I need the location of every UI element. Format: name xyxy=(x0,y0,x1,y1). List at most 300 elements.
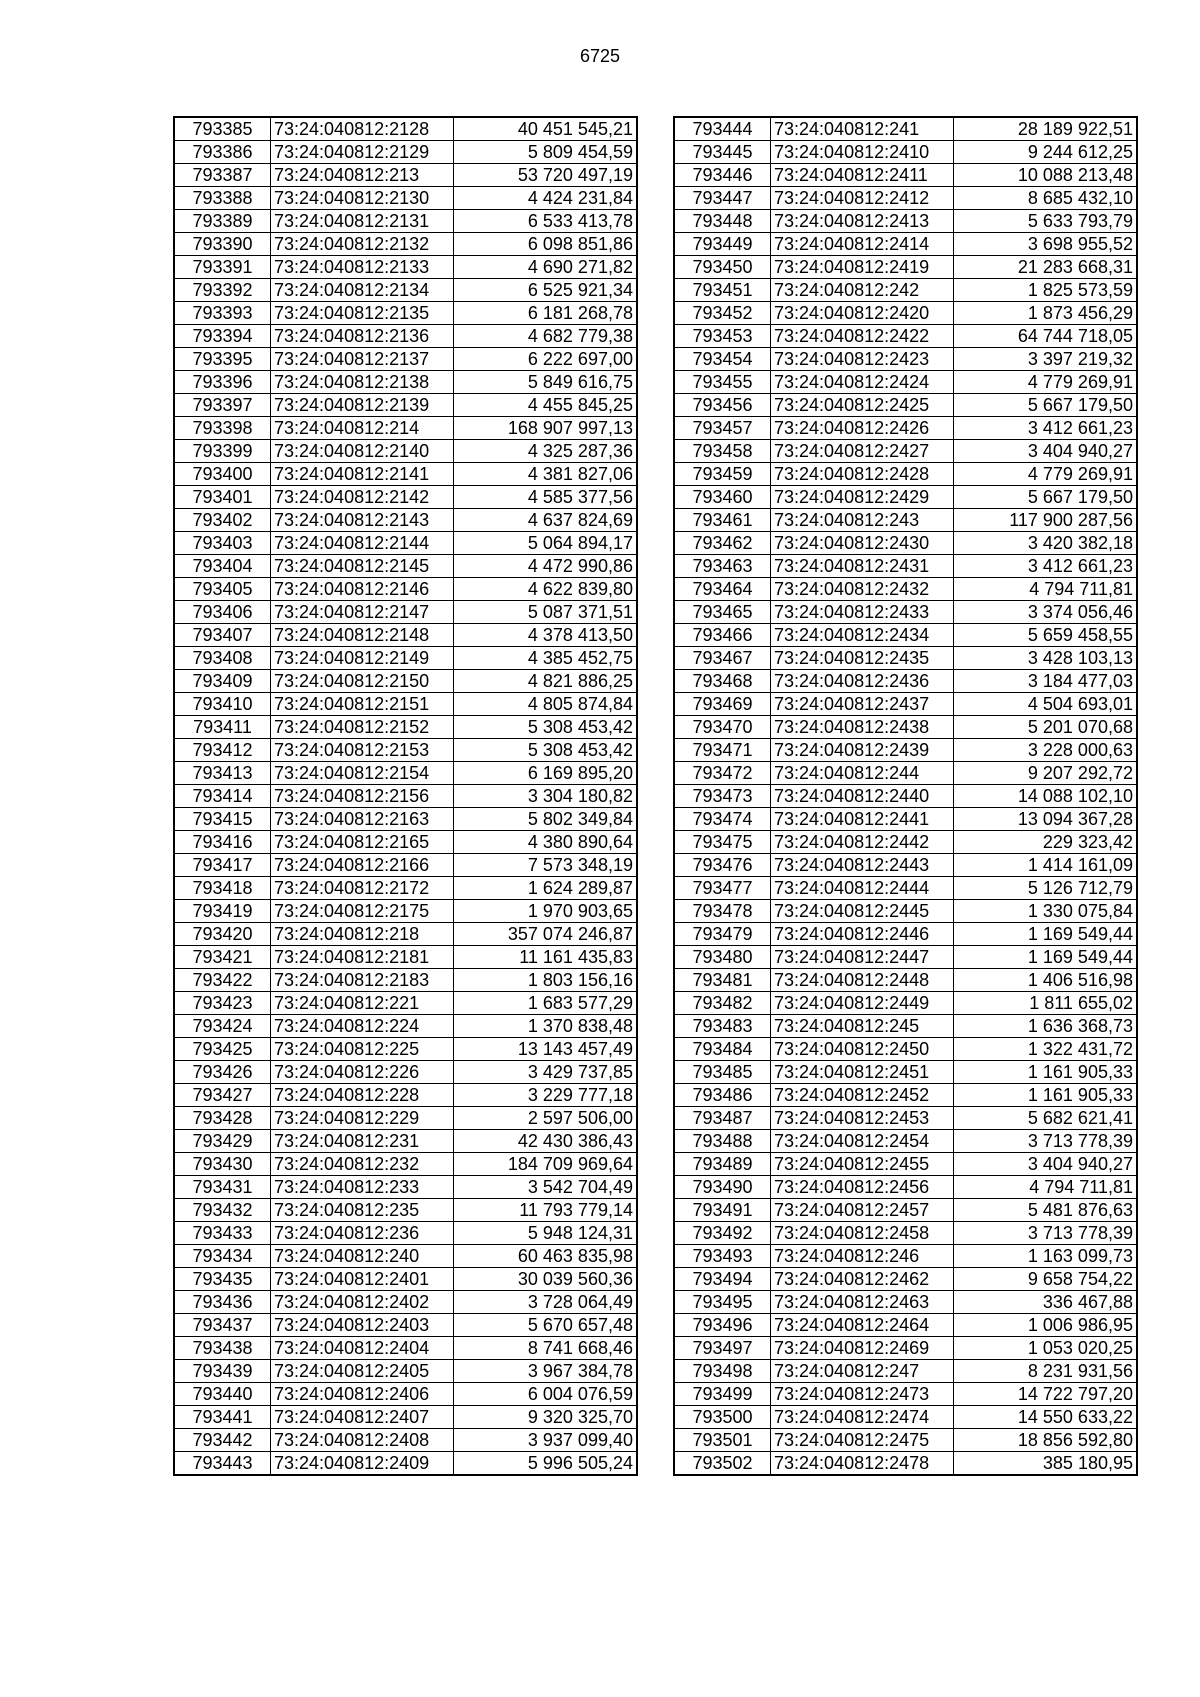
cadastral-number-cell: 73:24:040812:2412 xyxy=(771,187,954,210)
cadastral-number-cell: 73:24:040812:224 xyxy=(271,1015,454,1038)
cadastral-number-cell: 73:24:040812:2474 xyxy=(771,1406,954,1429)
value-cell: 2 597 506,00 xyxy=(454,1107,638,1130)
row-number-cell: 793435 xyxy=(174,1268,271,1291)
value-cell: 3 429 737,85 xyxy=(454,1061,638,1084)
row-number-cell: 793480 xyxy=(674,946,771,969)
cadastral-number-cell: 73:24:040812:2419 xyxy=(771,256,954,279)
value-cell: 5 849 616,75 xyxy=(454,371,638,394)
row-number-cell: 793421 xyxy=(174,946,271,969)
value-cell: 3 228 000,63 xyxy=(954,739,1138,762)
table-row xyxy=(174,1314,637,1337)
table-row xyxy=(674,739,1137,762)
row-number-cell: 793497 xyxy=(674,1337,771,1360)
row-number-cell: 793407 xyxy=(174,624,271,647)
value-cell: 8 685 432,10 xyxy=(954,187,1138,210)
table-row xyxy=(174,440,637,463)
cadastral-number-cell: 73:24:040812:2409 xyxy=(271,1452,454,1476)
row-number-cell: 793448 xyxy=(674,210,771,233)
table-row xyxy=(674,946,1137,969)
cadastral-number-cell: 73:24:040812:2139 xyxy=(271,394,454,417)
value-cell: 1 330 075,84 xyxy=(954,900,1138,923)
cadastral-number-cell: 73:24:040812:2435 xyxy=(771,647,954,670)
table-row xyxy=(674,808,1137,831)
value-cell: 28 189 922,51 xyxy=(954,117,1138,141)
row-number-cell: 793403 xyxy=(174,532,271,555)
table-row xyxy=(674,1153,1137,1176)
value-cell: 357 074 246,87 xyxy=(454,923,638,946)
table-row xyxy=(174,670,637,693)
table-row xyxy=(674,187,1137,210)
cadastral-number-cell: 73:24:040812:2475 xyxy=(771,1429,954,1452)
cadastral-number-cell: 73:24:040812:2165 xyxy=(271,831,454,854)
cadastral-number-cell: 73:24:040812:2140 xyxy=(271,440,454,463)
row-number-cell: 793409 xyxy=(174,670,271,693)
value-cell: 6 533 413,78 xyxy=(454,210,638,233)
cadastral-number-cell: 73:24:040812:240 xyxy=(271,1245,454,1268)
row-number-cell: 793434 xyxy=(174,1245,271,1268)
value-cell: 4 385 452,75 xyxy=(454,647,638,670)
value-cell: 21 283 668,31 xyxy=(954,256,1138,279)
table-row xyxy=(174,394,637,417)
cadastral-number-cell: 73:24:040812:2458 xyxy=(771,1222,954,1245)
row-number-cell: 793411 xyxy=(174,716,271,739)
cadastral-number-cell: 73:24:040812:2457 xyxy=(771,1199,954,1222)
cadastral-number-cell: 73:24:040812:242 xyxy=(771,279,954,302)
table-row xyxy=(174,279,637,302)
cadastral-number-cell: 73:24:040812:241 xyxy=(771,117,954,141)
value-cell: 5 087 371,51 xyxy=(454,601,638,624)
value-cell: 5 667 179,50 xyxy=(954,394,1138,417)
table-row xyxy=(674,1107,1137,1130)
cadastral-number-cell: 73:24:040812:2181 xyxy=(271,946,454,969)
value-cell: 1 636 368,73 xyxy=(954,1015,1138,1038)
cadastral-number-cell: 73:24:040812:246 xyxy=(771,1245,954,1268)
cadastral-number-cell: 73:24:040812:2426 xyxy=(771,417,954,440)
cadastral-number-cell: 73:24:040812:2433 xyxy=(771,601,954,624)
cadastral-number-cell: 73:24:040812:2414 xyxy=(771,233,954,256)
cadastral-number-cell: 73:24:040812:2411 xyxy=(771,164,954,187)
row-number-cell: 793436 xyxy=(174,1291,271,1314)
cadastral-number-cell: 73:24:040812:236 xyxy=(271,1222,454,1245)
row-number-cell: 793386 xyxy=(174,141,271,164)
cadastral-number-cell: 73:24:040812:2135 xyxy=(271,302,454,325)
table-row xyxy=(174,164,637,187)
value-cell: 4 455 845,25 xyxy=(454,394,638,417)
row-number-cell: 793385 xyxy=(174,117,271,141)
value-cell: 5 633 793,79 xyxy=(954,210,1138,233)
cadastral-number-cell: 73:24:040812:2447 xyxy=(771,946,954,969)
row-number-cell: 793387 xyxy=(174,164,271,187)
table-row xyxy=(174,1291,637,1314)
row-number-cell: 793395 xyxy=(174,348,271,371)
value-cell: 3 698 955,52 xyxy=(954,233,1138,256)
value-cell: 5 670 657,48 xyxy=(454,1314,638,1337)
table-row xyxy=(674,1015,1137,1038)
cadastral-number-cell: 73:24:040812:2147 xyxy=(271,601,454,624)
cadastral-number-cell: 73:24:040812:221 xyxy=(271,992,454,1015)
value-cell: 1 161 905,33 xyxy=(954,1061,1138,1084)
value-cell: 1 161 905,33 xyxy=(954,1084,1138,1107)
value-cell: 9 658 754,22 xyxy=(954,1268,1138,1291)
table-row xyxy=(674,762,1137,785)
row-number-cell: 793415 xyxy=(174,808,271,831)
row-number-cell: 793396 xyxy=(174,371,271,394)
value-cell: 4 794 711,81 xyxy=(954,1176,1138,1199)
row-number-cell: 793431 xyxy=(174,1176,271,1199)
cadastral-number-cell: 73:24:040812:2423 xyxy=(771,348,954,371)
table-row xyxy=(174,854,637,877)
cadastral-number-cell: 73:24:040812:2440 xyxy=(771,785,954,808)
row-number-cell: 793414 xyxy=(174,785,271,808)
table-row xyxy=(674,141,1137,164)
table-row xyxy=(674,1429,1137,1452)
row-number-cell: 793424 xyxy=(174,1015,271,1038)
value-cell: 11 793 779,14 xyxy=(454,1199,638,1222)
row-number-cell: 793465 xyxy=(674,601,771,624)
cadastral-number-cell: 73:24:040812:2443 xyxy=(771,854,954,877)
row-number-cell: 793496 xyxy=(674,1314,771,1337)
value-cell: 4 779 269,91 xyxy=(954,371,1138,394)
table-row xyxy=(174,1337,637,1360)
row-number-cell: 793408 xyxy=(174,647,271,670)
value-cell: 117 900 287,56 xyxy=(954,509,1138,532)
value-cell: 5 064 894,17 xyxy=(454,532,638,555)
value-cell: 3 229 777,18 xyxy=(454,1084,638,1107)
value-cell: 3 967 384,78 xyxy=(454,1360,638,1383)
table-row xyxy=(174,785,637,808)
table-row xyxy=(174,1245,637,1268)
cadastral-number-cell: 73:24:040812:2129 xyxy=(271,141,454,164)
row-number-cell: 793416 xyxy=(174,831,271,854)
value-cell: 5 481 876,63 xyxy=(954,1199,1138,1222)
value-cell: 4 682 779,38 xyxy=(454,325,638,348)
value-cell: 5 809 454,59 xyxy=(454,141,638,164)
row-number-cell: 793472 xyxy=(674,762,771,785)
row-number-cell: 793495 xyxy=(674,1291,771,1314)
value-cell: 3 728 064,49 xyxy=(454,1291,638,1314)
table-row xyxy=(174,1015,637,1038)
table-row xyxy=(174,348,637,371)
cadastral-number-cell: 73:24:040812:232 xyxy=(271,1153,454,1176)
table-row xyxy=(174,532,637,555)
value-cell: 5 308 453,42 xyxy=(454,739,638,762)
cadastral-number-cell: 73:24:040812:2450 xyxy=(771,1038,954,1061)
table-row xyxy=(174,117,637,141)
value-cell: 8 231 931,56 xyxy=(954,1360,1138,1383)
row-number-cell: 793400 xyxy=(174,463,271,486)
row-number-cell: 793487 xyxy=(674,1107,771,1130)
row-number-cell: 793393 xyxy=(174,302,271,325)
value-cell: 1 803 156,16 xyxy=(454,969,638,992)
row-number-cell: 793491 xyxy=(674,1199,771,1222)
row-number-cell: 793473 xyxy=(674,785,771,808)
value-cell: 5 948 124,31 xyxy=(454,1222,638,1245)
table-row xyxy=(674,1337,1137,1360)
row-number-cell: 793478 xyxy=(674,900,771,923)
table-row xyxy=(674,463,1137,486)
row-number-cell: 793488 xyxy=(674,1130,771,1153)
table-row xyxy=(174,693,637,716)
value-cell: 4 821 886,25 xyxy=(454,670,638,693)
table-row xyxy=(174,1130,637,1153)
value-cell: 14 550 633,22 xyxy=(954,1406,1138,1429)
cadastral-number-cell: 73:24:040812:2428 xyxy=(771,463,954,486)
value-cell: 1 406 516,98 xyxy=(954,969,1138,992)
value-cell: 168 907 997,13 xyxy=(454,417,638,440)
cadastral-number-cell: 73:24:040812:229 xyxy=(271,1107,454,1130)
table-row xyxy=(674,486,1137,509)
cadastral-number-cell: 73:24:040812:2452 xyxy=(771,1084,954,1107)
cadastral-number-cell: 73:24:040812:2407 xyxy=(271,1406,454,1429)
value-cell: 336 467,88 xyxy=(954,1291,1138,1314)
row-number-cell: 793494 xyxy=(674,1268,771,1291)
row-number-cell: 793447 xyxy=(674,187,771,210)
table-row xyxy=(674,1268,1137,1291)
table-row xyxy=(174,969,637,992)
table-row xyxy=(674,877,1137,900)
value-cell: 4 325 287,36 xyxy=(454,440,638,463)
row-number-cell: 793443 xyxy=(174,1452,271,1476)
row-number-cell: 793439 xyxy=(174,1360,271,1383)
row-number-cell: 793456 xyxy=(674,394,771,417)
row-number-cell: 793457 xyxy=(674,417,771,440)
table-row xyxy=(674,1222,1137,1245)
table-row xyxy=(674,601,1137,624)
cadastral-number-cell: 73:24:040812:2438 xyxy=(771,716,954,739)
row-number-cell: 793404 xyxy=(174,555,271,578)
value-cell: 5 667 179,50 xyxy=(954,486,1138,509)
row-number-cell: 793427 xyxy=(174,1084,271,1107)
row-number-cell: 793486 xyxy=(674,1084,771,1107)
value-cell: 3 713 778,39 xyxy=(954,1222,1138,1245)
cadastral-number-cell: 73:24:040812:2128 xyxy=(271,117,454,141)
table-row xyxy=(174,1429,637,1452)
value-cell: 5 682 621,41 xyxy=(954,1107,1138,1130)
value-cell: 9 244 612,25 xyxy=(954,141,1138,164)
cadastral-number-cell: 73:24:040812:2150 xyxy=(271,670,454,693)
value-cell: 42 430 386,43 xyxy=(454,1130,638,1153)
row-number-cell: 793475 xyxy=(674,831,771,854)
table-row xyxy=(674,785,1137,808)
row-number-cell: 793417 xyxy=(174,854,271,877)
cadastral-number-cell: 73:24:040812:235 xyxy=(271,1199,454,1222)
table-row xyxy=(674,831,1137,854)
cadastral-number-cell: 73:24:040812:2444 xyxy=(771,877,954,900)
cadastral-number-cell: 73:24:040812:2137 xyxy=(271,348,454,371)
cadastral-number-cell: 73:24:040812:2442 xyxy=(771,831,954,854)
table-row xyxy=(174,1153,637,1176)
value-cell: 4 472 990,86 xyxy=(454,555,638,578)
row-number-cell: 793402 xyxy=(174,509,271,532)
row-number-cell: 793498 xyxy=(674,1360,771,1383)
row-number-cell: 793479 xyxy=(674,923,771,946)
row-number-cell: 793428 xyxy=(174,1107,271,1130)
value-cell: 5 308 453,42 xyxy=(454,716,638,739)
cadastral-number-cell: 73:24:040812:2402 xyxy=(271,1291,454,1314)
value-cell: 4 424 231,84 xyxy=(454,187,638,210)
table-row xyxy=(174,923,637,946)
row-number-cell: 793450 xyxy=(674,256,771,279)
left-table xyxy=(173,116,638,1476)
row-number-cell: 793492 xyxy=(674,1222,771,1245)
row-number-cell: 793449 xyxy=(674,233,771,256)
cadastral-number-cell: 73:24:040812:2469 xyxy=(771,1337,954,1360)
row-number-cell: 793446 xyxy=(674,164,771,187)
table-row xyxy=(174,1268,637,1291)
cadastral-number-cell: 73:24:040812:2175 xyxy=(271,900,454,923)
value-cell: 1 414 161,09 xyxy=(954,854,1138,877)
cadastral-number-cell: 73:24:040812:2432 xyxy=(771,578,954,601)
cadastral-number-cell: 73:24:040812:228 xyxy=(271,1084,454,1107)
value-cell: 1 624 289,87 xyxy=(454,877,638,900)
table-row xyxy=(174,1222,637,1245)
row-number-cell: 793454 xyxy=(674,348,771,371)
right-table xyxy=(673,116,1138,1476)
value-cell: 3 420 382,18 xyxy=(954,532,1138,555)
table-row xyxy=(174,1406,637,1429)
value-cell: 184 709 969,64 xyxy=(454,1153,638,1176)
row-number-cell: 793471 xyxy=(674,739,771,762)
table-row xyxy=(174,1176,637,1199)
value-cell: 9 320 325,70 xyxy=(454,1406,638,1429)
value-cell: 4 585 377,56 xyxy=(454,486,638,509)
table-row xyxy=(174,1360,637,1383)
table-row xyxy=(674,302,1137,325)
cadastral-number-cell: 73:24:040812:2449 xyxy=(771,992,954,1015)
value-cell: 7 573 348,19 xyxy=(454,854,638,877)
row-number-cell: 793389 xyxy=(174,210,271,233)
value-cell: 4 637 824,69 xyxy=(454,509,638,532)
table-row xyxy=(174,762,637,785)
cadastral-number-cell: 73:24:040812:2453 xyxy=(771,1107,954,1130)
row-number-cell: 793398 xyxy=(174,417,271,440)
cadastral-number-cell: 73:24:040812:226 xyxy=(271,1061,454,1084)
table-row xyxy=(174,946,637,969)
value-cell: 11 161 435,83 xyxy=(454,946,638,969)
table-row xyxy=(674,440,1137,463)
table-row xyxy=(674,1130,1137,1153)
table-row xyxy=(674,394,1137,417)
value-cell: 4 380 890,64 xyxy=(454,831,638,854)
cadastral-number-cell: 73:24:040812:2142 xyxy=(271,486,454,509)
value-cell: 5 126 712,79 xyxy=(954,877,1138,900)
row-number-cell: 793476 xyxy=(674,854,771,877)
cadastral-number-cell: 73:24:040812:247 xyxy=(771,1360,954,1383)
table-row xyxy=(174,486,637,509)
table-row xyxy=(674,578,1137,601)
table-row xyxy=(674,647,1137,670)
value-cell: 1 683 577,29 xyxy=(454,992,638,1015)
table-row xyxy=(674,325,1137,348)
value-cell: 4 690 271,82 xyxy=(454,256,638,279)
value-cell: 5 659 458,55 xyxy=(954,624,1138,647)
cadastral-number-cell: 73:24:040812:2401 xyxy=(271,1268,454,1291)
table-row xyxy=(674,969,1137,992)
table-row xyxy=(674,164,1137,187)
cadastral-number-cell: 73:24:040812:2448 xyxy=(771,969,954,992)
value-cell: 4 504 693,01 xyxy=(954,693,1138,716)
value-cell: 3 184 477,03 xyxy=(954,670,1138,693)
cadastral-number-cell: 73:24:040812:2153 xyxy=(271,739,454,762)
row-number-cell: 793460 xyxy=(674,486,771,509)
value-cell: 6 004 076,59 xyxy=(454,1383,638,1406)
value-cell: 4 381 827,06 xyxy=(454,463,638,486)
table-row xyxy=(174,739,637,762)
cadastral-number-cell: 73:24:040812:2172 xyxy=(271,877,454,900)
table-row xyxy=(174,187,637,210)
table-row xyxy=(174,831,637,854)
value-cell: 6 181 268,78 xyxy=(454,302,638,325)
table-row xyxy=(674,624,1137,647)
cadastral-number-cell: 73:24:040812:2144 xyxy=(271,532,454,555)
table-row xyxy=(674,117,1137,141)
row-number-cell: 793412 xyxy=(174,739,271,762)
row-number-cell: 793392 xyxy=(174,279,271,302)
table-row xyxy=(174,371,637,394)
cadastral-number-cell: 73:24:040812:2446 xyxy=(771,923,954,946)
value-cell: 14 088 102,10 xyxy=(954,785,1138,808)
cadastral-number-cell: 73:24:040812:2455 xyxy=(771,1153,954,1176)
cadastral-number-cell: 73:24:040812:2410 xyxy=(771,141,954,164)
row-number-cell: 793452 xyxy=(674,302,771,325)
value-cell: 40 451 545,21 xyxy=(454,117,638,141)
row-number-cell: 793432 xyxy=(174,1199,271,1222)
value-cell: 60 463 835,98 xyxy=(454,1245,638,1268)
value-cell: 3 404 940,27 xyxy=(954,440,1138,463)
table-row xyxy=(674,1084,1137,1107)
value-cell: 13 143 457,49 xyxy=(454,1038,638,1061)
cadastral-number-cell: 73:24:040812:2166 xyxy=(271,854,454,877)
row-number-cell: 793391 xyxy=(174,256,271,279)
row-number-cell: 793477 xyxy=(674,877,771,900)
row-number-cell: 793502 xyxy=(674,1452,771,1476)
row-number-cell: 793462 xyxy=(674,532,771,555)
row-number-cell: 793489 xyxy=(674,1153,771,1176)
table-row xyxy=(674,279,1137,302)
row-number-cell: 793418 xyxy=(174,877,271,900)
row-number-cell: 793423 xyxy=(174,992,271,1015)
table-row xyxy=(174,992,637,1015)
row-number-cell: 793413 xyxy=(174,762,271,785)
row-number-cell: 793467 xyxy=(674,647,771,670)
value-cell: 1 970 903,65 xyxy=(454,900,638,923)
table-row xyxy=(674,670,1137,693)
cadastral-number-cell: 73:24:040812:2141 xyxy=(271,463,454,486)
row-number-cell: 793426 xyxy=(174,1061,271,1084)
cadastral-number-cell: 73:24:040812:2436 xyxy=(771,670,954,693)
row-number-cell: 793466 xyxy=(674,624,771,647)
row-number-cell: 793401 xyxy=(174,486,271,509)
value-cell: 9 207 292,72 xyxy=(954,762,1138,785)
value-cell: 1 163 099,73 xyxy=(954,1245,1138,1268)
value-cell: 1 322 431,72 xyxy=(954,1038,1138,1061)
cadastral-number-cell: 73:24:040812:2445 xyxy=(771,900,954,923)
cadastral-number-cell: 73:24:040812:245 xyxy=(771,1015,954,1038)
cadastral-number-cell: 73:24:040812:2478 xyxy=(771,1452,954,1476)
table-row xyxy=(674,1383,1137,1406)
cadastral-number-cell: 73:24:040812:2138 xyxy=(271,371,454,394)
table-row xyxy=(674,1176,1137,1199)
table-row xyxy=(674,1199,1137,1222)
cadastral-number-cell: 73:24:040812:2464 xyxy=(771,1314,954,1337)
table-row xyxy=(174,555,637,578)
value-cell: 5 201 070,68 xyxy=(954,716,1138,739)
value-cell: 10 088 213,48 xyxy=(954,164,1138,187)
value-cell: 3 304 180,82 xyxy=(454,785,638,808)
cadastral-number-cell: 73:24:040812:244 xyxy=(771,762,954,785)
value-cell: 64 744 718,05 xyxy=(954,325,1138,348)
cadastral-number-cell: 73:24:040812:2163 xyxy=(271,808,454,831)
